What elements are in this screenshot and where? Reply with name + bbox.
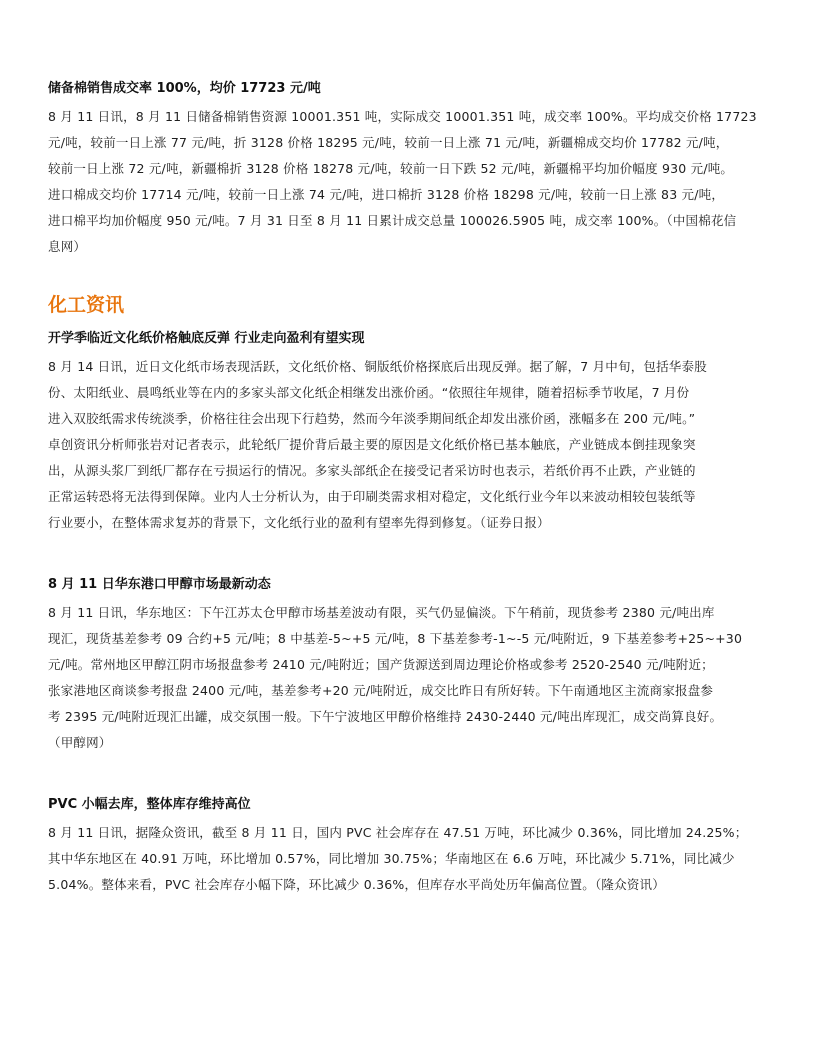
body-line: 考 2395 元/吨附近现汇出罐，成交氛围一般。下午宁波地区甲醇价格维持 2430-2440 元/吨出库现汇，成交尚算良好。 bbox=[48, 709, 723, 724]
body-line: 正常运转恐将无法得到保障。业内人士分析认为，由于印刷类需求相对稳定，文化纸行业今年以来波动相较包装纸等 bbox=[48, 489, 696, 504]
article-body bbox=[48, 104, 778, 260]
body-line: 出，从源头浆厂到纸厂都存在亏损运行的情况。多家头部纸企在接受记者采访时也表示，若纸价再不止跌，产业链的 bbox=[48, 463, 696, 478]
article-body bbox=[48, 820, 778, 898]
body-line: 8 月 11 日讯，华东地区：下午江苏太仓甲醇市场基差波动有限，买气仍显偏淡。下午稍前，现货参考 2380 元/吨出库 bbox=[48, 605, 715, 620]
body-line: 现汇，现货基差参考 09 合约+5 元/吨；8 中基差-5~+5 元/吨，8 下基差参考-1~-5 元/吨附近，9 下基差参考+25~+30 bbox=[48, 631, 743, 646]
body-line: 8 月 11 日讯，8 月 11 日储备棉销售资源 10001.351 吨，实际成交 10001.351 吨，成交率 100%。平均成交价格 17723 bbox=[48, 109, 757, 124]
body-line: （甲醇网） bbox=[48, 735, 112, 750]
article-headline: 储备棉销售成交率 100%，均价 17723 元/吨 bbox=[48, 81, 321, 96]
article-headline: 开学季临近文化纸价格触底反弹 行业走向盈利有望实现 bbox=[48, 331, 365, 346]
body-line: 卓创资讯分析师张岩对记者表示，此轮纸厂提价背后最主要的原因是文化纸价格已基本触底，产业链成本倒挂现象突 bbox=[48, 437, 696, 452]
article-cotton-reserve bbox=[48, 80, 778, 260]
body-line: 元/吨。常州地区甲醇江阴市场报盘参考 2410 元/吨附近；国产货源送到周边理论价格或参考 2520-2540 元/吨附近； bbox=[48, 657, 714, 672]
article-headline: 8 月 11 日华东港口甲醇市场最新动态 bbox=[48, 577, 271, 592]
article-body bbox=[48, 600, 778, 756]
body-line: 行业要小，在整体需求复苏的背景下，文化纸行业的盈利有望率先得到修复。（证券日报） bbox=[48, 515, 550, 530]
body-line: 进口棉成交均价 17714 元/吨，较前一日上涨 74 元/吨，进口棉折 3128 价格 18298 元/吨，较前一日上涨 83 元/吨， bbox=[48, 187, 725, 202]
body-line: 进口棉平均加价幅度 950 元/吨。7 月 31 日至 8 月 11 日累计成交总量 100026.5905 吨，成交率 100%。（中国棉花信 bbox=[48, 213, 737, 228]
section-title: 化工资讯 bbox=[48, 294, 125, 316]
body-line: 8 月 14 日讯，近日文化纸市场表现活跃，文化纸价格、铜版纸价格探底后出现反弹。据了解，7 月中旬，包括华泰股 bbox=[48, 359, 707, 374]
article-headline: PVC 小幅去库，整体库存维持高位 bbox=[48, 797, 251, 812]
body-line: 元/吨，较前一日上涨 77 元/吨，折 3128 价格 18295 元/吨，较前一日上涨 71 元/吨，新疆棉成交均价 17782 元/吨， bbox=[48, 135, 729, 150]
body-line: 8 月 11 日讯，据隆众资讯，截至 8 月 11 日，国内 PVC 社会库存在 47.51 万吨，环比减少 0.36%，同比增加 24.25%； bbox=[48, 825, 748, 840]
body-line: 进入双胶纸需求传统淡季，价格往往会出现下行趋势，然而今年淡季期间纸企却发出涨价函，涨幅多在 200 元/吨。” bbox=[48, 411, 696, 426]
body-line: 其中华东地区在 40.91 万吨，环比增加 0.57%，同比增加 30.75%；华南地区在 6.6 万吨，环比减少 5.71%，同比减少 bbox=[48, 851, 735, 866]
article-body bbox=[48, 354, 778, 536]
body-line: 张家港地区商谈参考报盘 2400 元/吨，基差参考+20 元/吨附近，成交比昨日有所好转。下午南通地区主流商家报盘参 bbox=[48, 683, 714, 698]
body-line: 较前一日上涨 72 元/吨，新疆棉折 3128 价格 18278 元/吨，较前一日下跌 52 元/吨，新疆棉平均加价幅度 930 元/吨。 bbox=[48, 161, 734, 176]
body-line: 息网） bbox=[48, 239, 87, 254]
article-culture-paper bbox=[48, 330, 778, 536]
body-line: 份、太阳纸业、晨鸣纸业等在内的多家头部文化纸企相继发出涨价函。“依照往年规律，随着招标季节收尾，7 月份 bbox=[48, 385, 690, 400]
article-pvc bbox=[48, 796, 778, 898]
article-methanol bbox=[48, 576, 778, 756]
body-line: 5.04%。整体来看，PVC 社会库存小幅下降，环比减少 0.36%，但库存水平尚处历年偏高位置。（隆众资讯） bbox=[48, 877, 665, 892]
